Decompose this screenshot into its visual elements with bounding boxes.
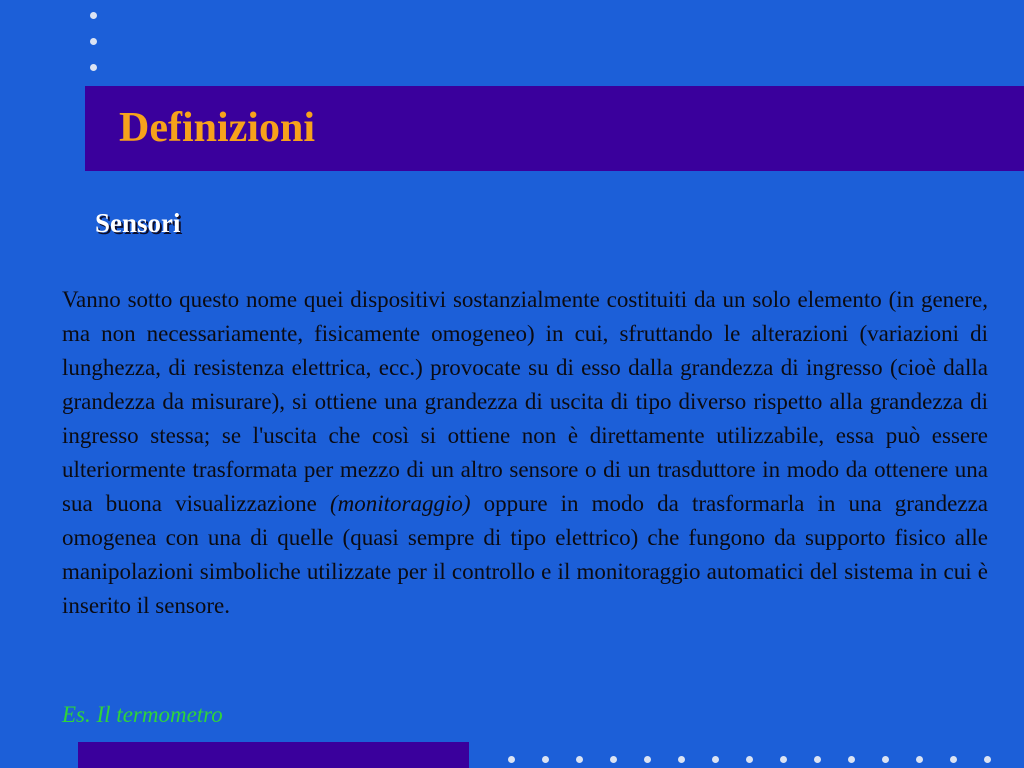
decorative-dot xyxy=(916,756,923,763)
definition-italic-term: (monitoraggio) xyxy=(329,491,471,516)
decorative-dot xyxy=(90,12,97,19)
decorative-dot xyxy=(90,38,97,45)
decorative-dot xyxy=(882,756,889,763)
definition-text-part-2: oppure in modo da trasformarla in una grandezza omogenea con una di quelle (quasi sempre di tipo elettrico) che fungono da supporto fisico alle manipolazioni simboliche utilizzate per il controllo e il monitoraggio automatici del sistema in cui è inserito il sensore. xyxy=(62,491,988,618)
decorative-dot xyxy=(712,756,719,763)
decorative-dot xyxy=(542,756,549,763)
decorative-dot xyxy=(746,756,753,763)
decorative-dot xyxy=(90,64,97,71)
bottom-band xyxy=(78,742,469,768)
definition-text-part-1: Vanno sotto questo nome quei dispositivi sostanzialmente costituiti da un solo elemento (in genere, ma non necessariamente, fisicamente omogeneo) in cui, sfruttando le alterazioni (variazioni di lunghezza, di resistenza elettrica, ecc.) provocate su di esso dalla grandezza di ingresso (cioè dalla grandezza da misurare), si ottiene una grandezza di uscita di tipo diverso rispetto alla grandezza di ingresso stessa; se l'uscita che così si ottiene non è direttamente utilizzabile, essa può essere ulteriormente trasformata per mezzo di un altro sensore o di un trasduttore in modo da ottenere una sua buona visualizzazione xyxy=(62,287,988,516)
decorative-dot xyxy=(678,756,685,763)
decorative-dot xyxy=(644,756,651,763)
decorative-dot xyxy=(984,756,991,763)
decorative-dot xyxy=(814,756,821,763)
example-line: Es. Il termometro xyxy=(62,702,223,727)
decorative-dot xyxy=(780,756,787,763)
decorative-dot xyxy=(610,756,617,763)
decorative-dot xyxy=(508,756,515,763)
slide-subtitle: Sensori xyxy=(95,208,181,238)
decorative-dot xyxy=(950,756,957,763)
definition-paragraph xyxy=(62,283,988,623)
decorative-dot xyxy=(848,756,855,763)
decorative-dot xyxy=(576,756,583,763)
slide-title: Definizioni xyxy=(119,105,315,151)
